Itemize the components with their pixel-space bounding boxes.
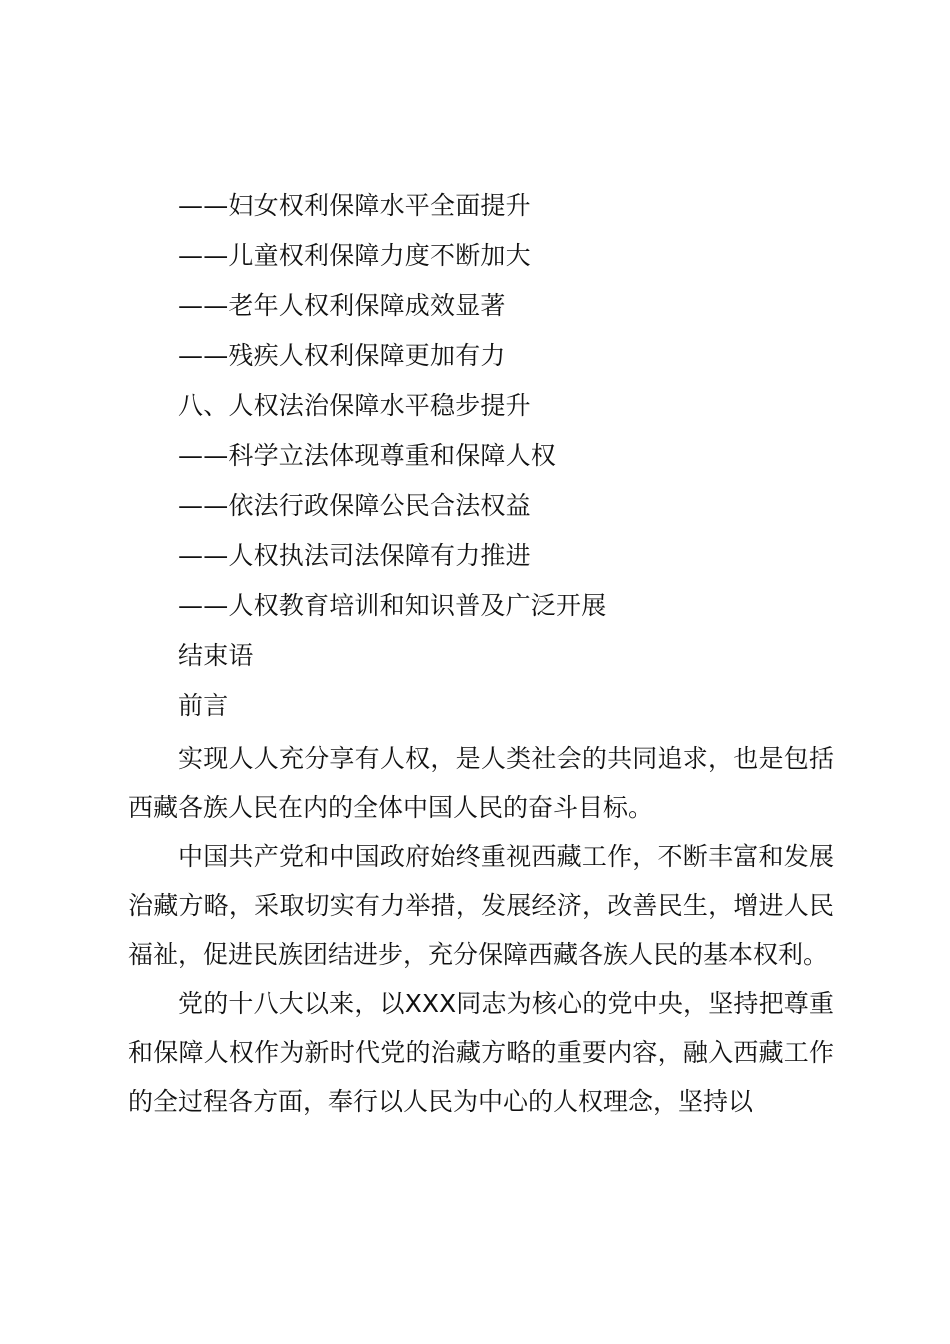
outline-item-elderly-rights: ——老年人权利保障成效显著: [178, 291, 506, 320]
paragraph-1: 实现人人充分享有人权，是人类社会的共同追求，也是包括西藏各族人民在内的全体中国人民的奋斗目标。: [128, 744, 834, 822]
outline-item-children-rights: ——儿童权利保障力度不断加大: [178, 241, 531, 270]
outline-item-administration: ——依法行政保障公民合法权益: [178, 491, 531, 520]
outline-item-disabled-rights: ——残疾人权利保障更加有力: [178, 341, 506, 370]
outline-item-law-enforcement: ——人权执法司法保障有力推进: [178, 541, 531, 570]
outline-item-education: ——人权教育培训和知识普及广泛开展: [178, 591, 607, 620]
outline-item-legislation: ——科学立法体现尊重和保障人权: [178, 441, 557, 470]
paragraph-2: 中国共产党和中国政府始终重视西藏工作，不断丰富和发展治藏方略，采取切实有力举措，发展经济，改善民生，增进人民福祉，促进民族团结进步，充分保障西藏各族人民的基本权利。: [128, 842, 834, 969]
outline-list: [178, 186, 838, 736]
outline-heading-section-eight: 八、人权法治保障水平稳步提升: [178, 391, 531, 420]
outline-heading-conclusion: 结束语: [178, 641, 254, 670]
document-body: [128, 734, 834, 1126]
outline-heading-preface: 前言: [178, 691, 229, 720]
paragraph-3: 党的十八大以来，以XXX同志为核心的党中央，坚持把尊重和保障人权作为新时代党的治藏方略的重要内容，融入西藏工作的全过程各方面，奉行以人民为中心的人权理念，坚持以: [128, 989, 834, 1116]
outline-item-women-rights: ——妇女权利保障水平全面提升: [178, 191, 531, 220]
